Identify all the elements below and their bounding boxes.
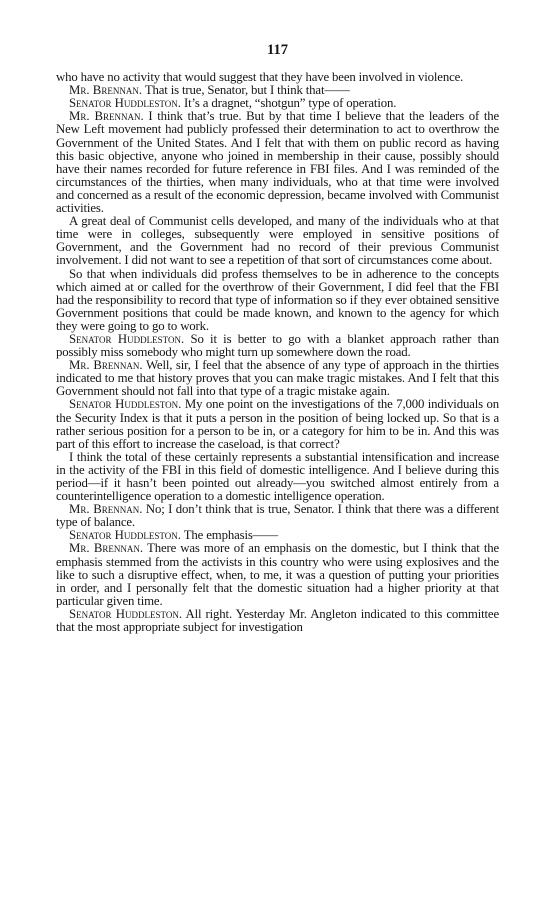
- paragraph-text: That is true, Senator, but I think that——: [142, 83, 350, 98]
- paragraph-text: A great deal of Communist cells developed, and many of the individuals who at that time were in colleges, subsequently were employed in sensitive positions of Government, and the Government had no record of their previous Communist involvement. I did not want to see a repetition of that sort of circumstances come about.: [56, 214, 499, 268]
- paragraph-text: I think the total of these certainly represents a substantial intensification and increase in the activity of the FBI in this field of domestic intelligence. And I believe during this period—if it hasn’t been pointed out already—you switched almost entirely from a counterintelligence operation to a domestic intelligence operation.: [56, 449, 499, 504]
- speaker-name: Mr. Brennan.: [69, 358, 143, 373]
- paragraph: [56, 451, 499, 503]
- speaker-name: Senator Huddleston.: [69, 96, 181, 111]
- paragraph: [56, 110, 499, 215]
- speaker-name: Mr. Brennan.: [69, 83, 143, 98]
- paragraph: [56, 608, 499, 634]
- paragraph-text: All right. Yesterday Mr. Angleton indicated to this committee that the most appropriate subject for investigation: [56, 606, 499, 635]
- speaker-name: Mr. Brennan.: [69, 502, 143, 517]
- paragraph: [56, 268, 499, 333]
- speaker-name: Senator Huddleston.: [69, 606, 183, 621]
- speaker-name: Mr. Brennan.: [69, 541, 144, 556]
- body-text: [56, 71, 499, 634]
- paragraph-text: Well, sir, I feel that the absence of any type of approach in the thirties indicated to me that history proves that you can make tragic mistakes. And I felt that this Government should not fall into that type of a tragic mistake again.: [56, 358, 499, 399]
- paragraph-text: I think that’s true. But by that time I believe that the leaders of the New Left movement had publicly professed their determination to act to overthrow the Government of the United States. And I felt that with them on public record as having this basic objective, anyone who joined in membership in their cause, possibly should have their names recorded for future reference in FBI files. And I was reminded of the circumstances of the thirties, when many individuals, who at that time were involved and concerned as a result of the economic depression, became involved with Communist activities.: [56, 109, 500, 216]
- speaker-name: Senator Huddleston.: [69, 528, 181, 543]
- paragraph-text: My one point on the investigations of the 7,000 individuals on the Security Index is that it puts a person in the position of being locked up. So that is a rather serious position for a person to be in, or a category for him to be in. And this was part of this effort to increase the caseload, is that correct?: [56, 397, 499, 451]
- paragraph: [56, 333, 499, 359]
- page-number: 117: [267, 42, 288, 58]
- paragraph-text: No; I don’t think that is true, Senator. I think that there was a different type of balance.: [56, 502, 499, 530]
- speaker-name: Mr. Brennan.: [69, 109, 144, 124]
- paragraph-text: The emphasis——: [180, 528, 278, 543]
- paragraph-text: There was more of an emphasis on the domestic, but I think that the emphasis stemmed from the activists in this country who were using explosives and the like to such a disruptive effect, when, to me, it was a question of putting your priorities in order, and I personally felt that the domestic situation had a higher priority at that particular given time.: [56, 541, 499, 608]
- paragraph: [56, 398, 499, 450]
- paragraph-text: It’s a dragnet, “shotgun” type of operation.: [180, 96, 397, 111]
- paragraph-text: who have no activity that would suggest that they have been involved in violence.: [56, 70, 464, 85]
- paragraph: [56, 359, 499, 398]
- paragraph: [56, 503, 499, 529]
- speaker-name: Senator Huddleston.: [69, 331, 185, 346]
- paragraph-text: So it is better to go with a blanket approach rather than possibly miss somebody who might turn up somewhere down the road.: [56, 331, 499, 360]
- paragraph-text: So that when individuals did profess themselves to be in adherence to the concepts which aimed at or called for the overthrow of their Government, I did feel that the FBI had the responsibility to record that type of information so if they ever obtained sensitive Government positions that could be made known, and known to the agency for which they were going to go to work.: [56, 266, 499, 333]
- paragraph: [56, 215, 499, 267]
- speaker-name: Senator Huddleston.: [69, 397, 182, 412]
- paragraph: [56, 542, 499, 607]
